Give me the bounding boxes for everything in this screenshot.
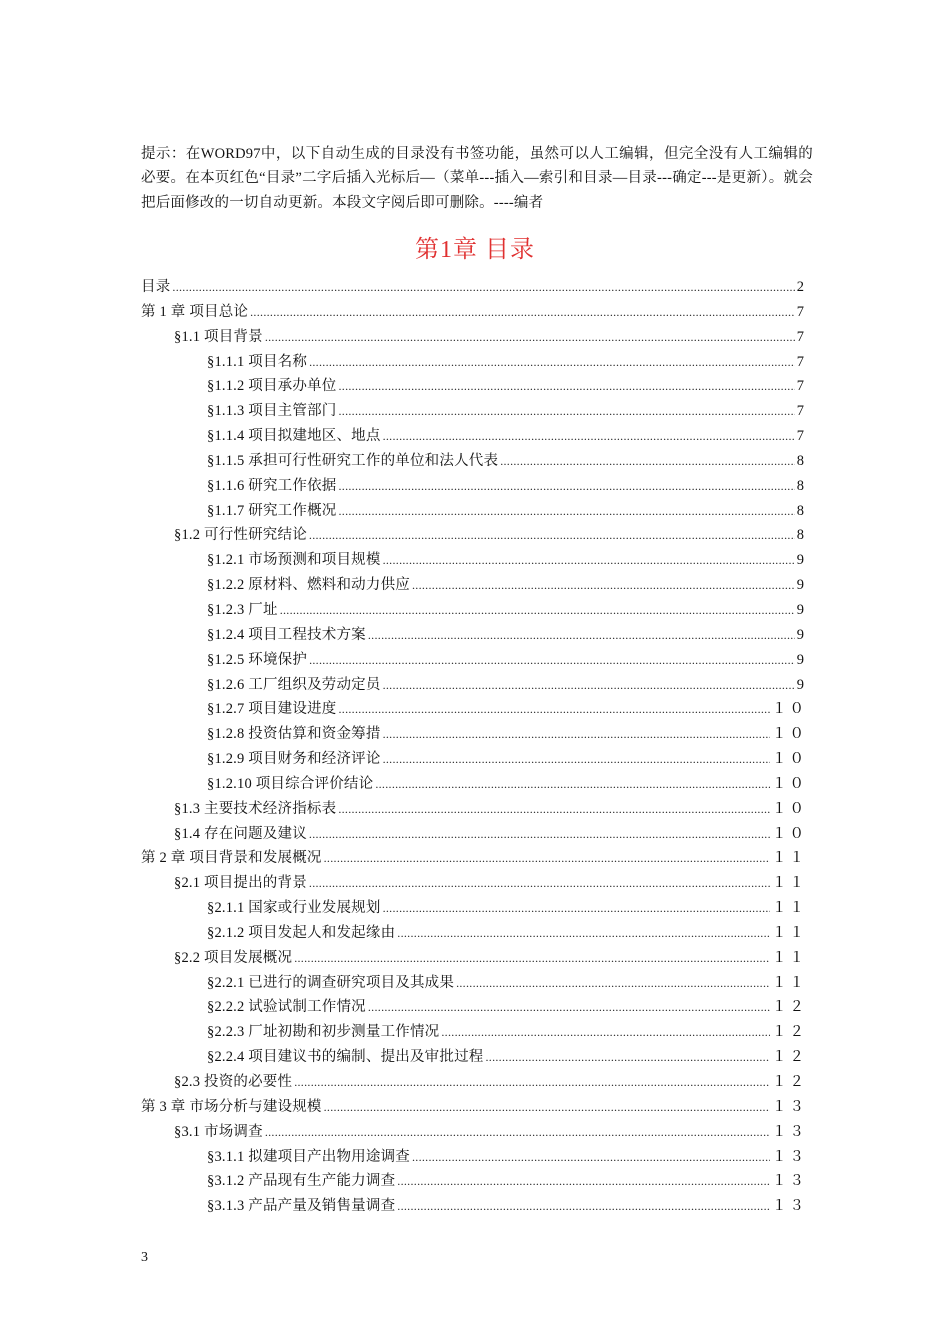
toc-dot-leader	[338, 399, 794, 424]
toc-entry-title: 第 2 章 项目背景和发展概况	[141, 850, 322, 867]
toc-entry-page: １１	[772, 974, 807, 991]
toc-entry-page: １３	[772, 1173, 807, 1190]
toc-entry[interactable]	[141, 946, 807, 971]
toc-entry-page: 9	[796, 676, 807, 693]
toc-entry-page: 9	[796, 651, 807, 668]
toc-entry-title: §1.1.4 项目拟建地区、地点	[207, 428, 381, 445]
toc-entry[interactable]	[141, 896, 807, 921]
toc-entry-title: §1.1.7 研究工作概况	[207, 502, 337, 519]
toc-entry-title: §1.2.3 厂址	[207, 601, 278, 618]
toc-entry-title: §1.3 主要技术经济指标表	[174, 800, 337, 817]
toc-entry-page: １３	[772, 1123, 807, 1140]
toc-entry-page: １２	[772, 1024, 807, 1041]
toc-entry-title: §2.2.2 试验试制工作情况	[207, 999, 366, 1016]
toc-entry-page: 9	[796, 601, 807, 618]
toc-dot-leader	[338, 474, 794, 499]
toc-entry[interactable]	[141, 1169, 807, 1194]
toc-entry[interactable]	[141, 1070, 807, 1095]
toc-entry-title: §1.2.8 投资估算和资金筹措	[207, 726, 381, 743]
toc-entry-page: １２	[772, 999, 807, 1016]
toc-entry[interactable]	[141, 1045, 807, 1070]
toc-entry-page: １２	[772, 1074, 807, 1090]
toc-entry-page: 8	[796, 477, 807, 494]
toc-entry[interactable]	[141, 275, 807, 300]
toc-entry-title: 第 3 章 市场分析与建设规模	[141, 1098, 322, 1115]
toc-dot-leader	[280, 598, 795, 623]
toc-entry-title: §2.1.2 项目发起人和发起缘由	[207, 924, 396, 941]
toc-entry-title: §3.1.1 拟建项目产出物用途调查	[207, 1148, 410, 1165]
toc-dot-leader	[456, 971, 770, 996]
toc-entry-page: 9	[796, 577, 807, 594]
toc-entry-title: §1.2.2 原材料、燃料和动力供应	[207, 577, 410, 594]
toc-dot-leader	[338, 374, 794, 399]
toc-entry[interactable]	[141, 772, 807, 797]
toc-dot-leader	[368, 995, 770, 1020]
toc-entry-page: １１	[772, 875, 807, 892]
toc-entry[interactable]	[141, 1120, 807, 1145]
toc-entry[interactable]	[141, 325, 807, 350]
toc-entry-page: 7	[796, 328, 807, 345]
toc-entry-title: §1.1.5 承担可行性研究工作的单位和法人代表	[207, 452, 499, 469]
toc-entry-page: １０	[772, 800, 807, 817]
toc-entry-page: 8	[796, 502, 807, 519]
toc-entry-page: １３	[772, 1198, 807, 1215]
toc-dot-leader	[309, 648, 795, 673]
toc-entry[interactable]	[141, 822, 807, 847]
toc-entry-page: １０	[772, 825, 807, 842]
toc-entry[interactable]	[141, 350, 807, 375]
toc-dot-leader	[324, 1095, 770, 1120]
toc-entry[interactable]	[141, 449, 807, 474]
toc-entry[interactable]	[141, 474, 807, 499]
toc-dot-leader	[375, 772, 770, 797]
toc-entry[interactable]	[141, 921, 807, 946]
toc-dot-leader	[309, 822, 770, 847]
toc-entry[interactable]	[141, 673, 807, 698]
toc-entry-title: §2.2 项目发展概况	[174, 949, 293, 966]
toc-entry[interactable]	[141, 1194, 807, 1219]
table-of-contents	[141, 275, 807, 1219]
toc-entry-page: 8	[796, 527, 807, 544]
toc-entry-title: §2.2.1 已进行的调查研究项目及其成果	[207, 974, 455, 991]
toc-entry[interactable]	[141, 1095, 807, 1120]
toc-entry-title: §1.2.9 项目财务和经济评论	[207, 751, 381, 768]
toc-dot-leader	[265, 1120, 770, 1145]
toc-entry-title: §2.1.1 国家或行业发展规划	[207, 900, 381, 917]
toc-entry-title: §1.1.2 项目承办单位	[207, 378, 337, 395]
toc-dot-leader	[309, 350, 795, 375]
toc-entry[interactable]	[141, 598, 807, 623]
toc-entry[interactable]	[141, 374, 807, 399]
toc-entry-page: 9	[796, 552, 807, 569]
toc-entry-title: §2.2.3 厂址初勘和初步测量工作情况	[207, 1024, 440, 1041]
toc-entry-page: 7	[796, 353, 807, 370]
toc-dot-leader	[338, 697, 770, 722]
toc-entry-title: 目录	[141, 279, 171, 295]
toc-dot-leader	[368, 623, 795, 648]
toc-dot-leader	[397, 921, 770, 946]
toc-entry-title: §1.2.1 市场预测和项目规模	[207, 552, 381, 569]
toc-entry[interactable]	[141, 648, 807, 673]
toc-entry[interactable]	[141, 1020, 807, 1045]
toc-dot-leader	[383, 424, 795, 449]
toc-entry[interactable]	[141, 871, 807, 896]
toc-dot-leader	[294, 946, 770, 971]
toc-entry-page: １０	[772, 701, 807, 718]
toc-entry-title: §2.1 项目提出的背景	[174, 875, 307, 892]
toc-entry[interactable]	[141, 971, 807, 996]
toc-entry[interactable]	[141, 499, 807, 524]
toc-entry-title: §1.1 项目背景	[174, 328, 263, 345]
toc-entry-page: １１	[772, 900, 807, 917]
toc-entry-title: §1.1.1 项目名称	[207, 353, 308, 370]
toc-entry[interactable]	[141, 523, 807, 548]
toc-dot-leader	[412, 573, 795, 598]
toc-dot-leader	[397, 1194, 770, 1219]
page-number: 3	[141, 1250, 148, 1265]
toc-entry-title: §1.2.6 工厂组织及劳动定员	[207, 676, 381, 693]
toc-entry[interactable]	[141, 722, 807, 747]
toc-entry-title: §1.2.7 项目建设进度	[207, 701, 337, 718]
toc-entry-page: １０	[772, 775, 807, 792]
toc-entry[interactable]	[141, 995, 807, 1020]
toc-dot-leader	[309, 871, 770, 896]
toc-dot-leader	[250, 300, 795, 325]
toc-entry-page: １２	[772, 1049, 807, 1066]
toc-entry[interactable]	[141, 797, 807, 822]
toc-entry[interactable]	[141, 697, 807, 722]
toc-entry-title: §3.1.3 产品产量及销售量调查	[207, 1198, 396, 1215]
toc-dot-leader	[338, 499, 794, 524]
toc-entry[interactable]	[141, 573, 807, 598]
toc-dot-leader	[338, 797, 770, 822]
toc-entry-page: 7	[796, 303, 807, 320]
toc-dot-leader	[265, 325, 795, 350]
toc-entry[interactable]	[141, 548, 807, 573]
toc-entry-page: 7	[796, 428, 807, 445]
toc-entry-title: §3.1.2 产品现有生产能力调查	[207, 1173, 396, 1190]
toc-dot-leader	[309, 523, 795, 548]
toc-dot-leader	[383, 548, 795, 573]
toc-entry-page: １１	[772, 949, 807, 966]
toc-dot-leader	[383, 896, 770, 921]
toc-entry[interactable]	[141, 399, 807, 424]
toc-dot-leader	[500, 449, 795, 474]
toc-dot-leader	[324, 846, 770, 871]
toc-entry-page: 2	[796, 279, 807, 295]
toc-entry[interactable]	[141, 846, 807, 871]
toc-entry-title: §1.1.6 研究工作依据	[207, 477, 337, 494]
toc-dot-leader	[397, 1169, 770, 1194]
toc-entry-title: §1.2.10 项目综合评价结论	[207, 775, 374, 792]
toc-dot-leader	[383, 747, 770, 772]
toc-entry-title: §1.2 可行性研究结论	[174, 527, 307, 544]
toc-entry-title: §3.1 市场调查	[174, 1123, 263, 1140]
toc-entry-title: §2.2.4 项目建议书的编制、提出及审批过程	[207, 1049, 484, 1066]
toc-entry-title: §1.2.4 项目工程技术方案	[207, 626, 366, 643]
toc-dot-leader	[383, 722, 770, 747]
toc-entry-title: 第 1 章 项目总论	[141, 303, 249, 320]
toc-dot-leader	[172, 275, 794, 300]
toc-entry-page: １３	[772, 1098, 807, 1115]
toc-entry[interactable]	[141, 424, 807, 449]
toc-entry-page: 8	[796, 452, 807, 469]
toc-entry-page: １０	[772, 726, 807, 743]
toc-entry-page: １１	[772, 850, 807, 867]
toc-dot-leader	[441, 1020, 770, 1045]
toc-dot-leader	[485, 1045, 770, 1070]
toc-entry-page: １３	[772, 1148, 807, 1165]
toc-entry-title: §2.3 投资的必要性	[174, 1074, 293, 1090]
toc-entry-page: 7	[796, 403, 807, 420]
toc-dot-leader	[294, 1070, 770, 1095]
toc-entry-title: §1.4 存在问题及建议	[174, 825, 307, 842]
toc-entry-page: １０	[772, 751, 807, 768]
toc-entry[interactable]	[141, 300, 807, 325]
toc-entry[interactable]	[141, 1145, 807, 1170]
editor-hint-paragraph: 提示：在WORD97中，以下自动生成的目录没有书签功能，虽然可以人工编辑，但完全没有人工编辑的必要。在本页红色“目录”二字后插入光标后—（菜单---插入—索引和目录—目录---确定---是更新）。就会把后面修改的一切自动更新。本段文字阅后即可删除。----编者	[141, 145, 813, 211]
toc-title: 第1章 目录	[415, 237, 535, 263]
toc-entry-page: 9	[796, 626, 807, 643]
toc-entry[interactable]	[141, 623, 807, 648]
toc-dot-leader	[412, 1145, 770, 1170]
toc-entry-title: §1.1.3 项目主管部门	[207, 403, 337, 420]
toc-entry-title: §1.2.5 环境保护	[207, 651, 308, 668]
toc-dot-leader	[383, 673, 795, 698]
toc-entry-page: 7	[796, 378, 807, 395]
toc-entry[interactable]	[141, 747, 807, 772]
toc-entry-page: １１	[772, 924, 807, 941]
